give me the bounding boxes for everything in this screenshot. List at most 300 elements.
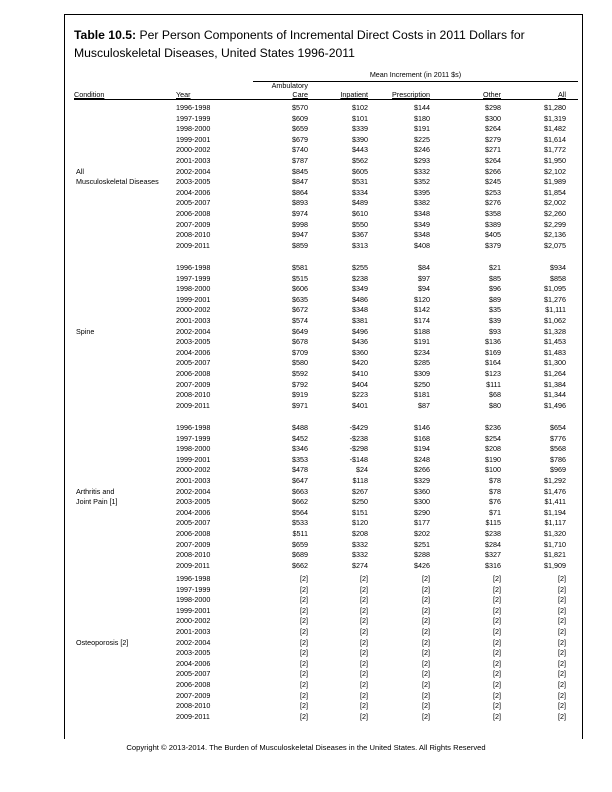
all-cell: $1,300 <box>544 358 566 368</box>
prescription-cell: $146 <box>414 423 430 432</box>
inpatient-cell: $101 <box>352 113 368 123</box>
inpatient-cell: $151 <box>352 507 368 517</box>
prescription-cell: $177 <box>414 518 430 528</box>
prescription-cell: [2] <box>422 701 430 711</box>
other-cell: $266 <box>485 166 501 176</box>
ambulatory-care-cell: [2] <box>300 680 308 689</box>
prescription-cell: $266 <box>414 465 430 475</box>
year-cell: 1997-1999 <box>176 584 211 594</box>
ambulatory-care-cell: [2] <box>300 669 308 679</box>
prescription-cell: [2] <box>422 595 430 605</box>
header-rule <box>74 99 578 100</box>
prescription-cell: $395 <box>414 187 430 197</box>
all-cell: $2,102 <box>544 166 566 176</box>
inpatient-cell: $562 <box>352 156 368 165</box>
year-cell: 2001-2003 <box>176 156 211 165</box>
prescription-cell: $349 <box>414 219 430 229</box>
prescription-cell: $352 <box>414 177 430 187</box>
table-title-text: Per Person Components of Incremental Direct Costs in 2011 Dollars for Musculoskeletal Diseases, United States 1996-2011 <box>74 28 525 60</box>
ambulatory-care-header: Ambulatory Care <box>271 81 308 99</box>
condition-label-line: Spine <box>76 326 95 336</box>
prescription-cell: $360 <box>414 486 430 496</box>
other-header: Other <box>483 90 501 99</box>
condition-label-line: Joint Pain [1] <box>76 497 118 507</box>
prescription-cell: $293 <box>414 156 430 165</box>
inpatient-cell: $496 <box>352 326 368 336</box>
table-row <box>0 691 612 702</box>
other-cell: [2] <box>493 627 501 636</box>
other-cell: $327 <box>485 550 501 560</box>
prescription-header: Prescription <box>392 90 430 99</box>
ambulatory-care-cell: $787 <box>292 156 308 165</box>
inpatient-cell: $332 <box>352 550 368 560</box>
ambulatory-care-cell: $478 <box>292 465 308 475</box>
prescription-cell: $408 <box>414 240 430 250</box>
condition-label-line: Musculoskeletal Diseases <box>76 177 159 187</box>
other-cell: $238 <box>485 529 501 538</box>
other-cell: $169 <box>485 347 501 357</box>
all-cell: $1,989 <box>544 177 566 187</box>
prescription-cell: $288 <box>414 550 430 560</box>
inpatient-cell: $489 <box>352 198 368 208</box>
all-cell: $1,614 <box>544 134 566 144</box>
year-cell: 2002-2004 <box>176 326 211 336</box>
prescription-cell: $332 <box>414 166 430 176</box>
inpatient-cell: $238 <box>352 273 368 283</box>
other-cell: $208 <box>485 444 501 454</box>
table-row <box>0 669 612 680</box>
inpatient-cell: $443 <box>352 145 368 155</box>
other-cell: $300 <box>485 113 501 123</box>
ambulatory-care-cell: $919 <box>292 390 308 400</box>
ambulatory-care-cell: [2] <box>300 616 308 626</box>
inpatient-cell: $274 <box>352 560 368 570</box>
prescription-cell: $382 <box>414 198 430 208</box>
all-cell: [2] <box>558 690 566 700</box>
table-row <box>0 423 612 434</box>
table-row <box>0 316 612 327</box>
inpatient-cell: $332 <box>352 539 368 549</box>
ambulatory-care-cell: [2] <box>300 584 308 594</box>
prescription-cell: $246 <box>414 145 430 155</box>
year-cell: 2008-2010 <box>176 230 211 240</box>
other-cell: $78 <box>489 476 501 485</box>
inpatient-cell: $531 <box>352 177 368 187</box>
ambulatory-care-cell: $662 <box>292 560 308 570</box>
inpatient-cell: [2] <box>360 711 368 721</box>
ambulatory-care-cell: $346 <box>292 444 308 454</box>
all-cell: $1,264 <box>544 369 566 378</box>
table-row <box>0 508 612 519</box>
inpatient-cell: $208 <box>352 529 368 538</box>
prescription-cell: $180 <box>414 113 430 123</box>
all-cell: $1,476 <box>544 486 566 496</box>
other-cell: [2] <box>493 584 501 594</box>
prescription-cell: $188 <box>414 326 430 336</box>
year-cell: 2002-2004 <box>176 166 211 176</box>
table-row <box>0 540 612 551</box>
year-cell: 2008-2010 <box>176 390 211 400</box>
inpatient-cell: [2] <box>360 690 368 700</box>
ambulatory-care-cell: $452 <box>292 433 308 443</box>
inpatient-cell: $102 <box>352 103 368 112</box>
prescription-cell: $191 <box>414 337 430 347</box>
prescription-cell: $168 <box>414 433 430 443</box>
year-cell: 1997-1999 <box>176 113 211 123</box>
year-cell: 2007-2009 <box>176 379 211 389</box>
inpatient-header: Inpatient <box>340 90 368 99</box>
ambulatory-care-cell: $679 <box>292 134 308 144</box>
inpatient-cell: $404 <box>352 379 368 389</box>
other-cell: $85 <box>489 273 501 283</box>
year-cell: 2009-2011 <box>176 560 210 570</box>
table-row <box>0 529 612 540</box>
condition-label-line: All <box>76 166 84 176</box>
table-row <box>0 348 612 359</box>
ambulatory-care-cell: $647 <box>292 476 308 485</box>
inpatient-cell: $436 <box>352 337 368 347</box>
other-cell: $39 <box>489 316 501 325</box>
other-cell: $78 <box>489 486 501 496</box>
other-cell: [2] <box>493 574 501 583</box>
table-row <box>0 627 612 638</box>
year-cell: 1998-2000 <box>176 284 211 294</box>
condition-label-line: Osteoporosis [2] <box>76 637 129 647</box>
table-row <box>0 550 612 561</box>
year-cell: 2004-2006 <box>176 187 211 197</box>
table-title <box>74 26 574 62</box>
other-cell: [2] <box>493 595 501 605</box>
ambulatory-care-cell: $998 <box>292 219 308 229</box>
table-row <box>0 305 612 316</box>
year-cell: 2005-2007 <box>176 358 211 368</box>
table-row <box>0 230 612 241</box>
table-row <box>0 369 612 380</box>
ambulatory-care-cell: $581 <box>292 263 308 272</box>
table-number: Table 10.5: <box>74 28 137 42</box>
year-cell: 1997-1999 <box>176 273 211 283</box>
inpatient-cell: -$429 <box>349 423 368 432</box>
prescription-cell: $174 <box>414 316 430 325</box>
prescription-cell: [2] <box>422 574 430 583</box>
ambulatory-care-cell: $845 <box>292 166 308 176</box>
table-row <box>0 156 612 167</box>
year-cell: 2005-2007 <box>176 198 211 208</box>
ambulatory-care-cell: $606 <box>292 284 308 294</box>
prescription-cell: $329 <box>414 476 430 485</box>
all-cell: [2] <box>558 648 566 658</box>
prescription-cell: $94 <box>418 284 430 294</box>
prescription-cell: $251 <box>414 539 430 549</box>
table-row <box>0 701 612 712</box>
prescription-cell: [2] <box>422 680 430 689</box>
year-cell: 2002-2004 <box>176 637 211 647</box>
inpatient-cell: $390 <box>352 134 368 144</box>
all-cell: $858 <box>550 273 566 283</box>
year-cell: 2006-2008 <box>176 209 211 218</box>
inpatient-cell: [2] <box>360 669 368 679</box>
inpatient-cell: -$298 <box>349 444 368 454</box>
all-cell: $1,117 <box>544 518 566 528</box>
year-cell: 1998-2000 <box>176 444 211 454</box>
year-cell: 2005-2007 <box>176 518 211 528</box>
other-cell: [2] <box>493 637 501 647</box>
year-cell: 2004-2006 <box>176 507 211 517</box>
other-cell: $245 <box>485 177 501 187</box>
all-cell: [2] <box>558 711 566 721</box>
all-cell: $1,320 <box>544 529 566 538</box>
inpatient-cell: [2] <box>360 648 368 658</box>
prescription-cell: [2] <box>422 584 430 594</box>
prescription-cell: $120 <box>414 294 430 304</box>
inpatient-cell: $610 <box>352 209 368 218</box>
ambulatory-care-cell: $635 <box>292 294 308 304</box>
other-cell: [2] <box>493 658 501 668</box>
all-cell: $1,411 <box>544 497 566 507</box>
inpatient-cell: [2] <box>360 595 368 605</box>
table-row <box>0 561 612 572</box>
prescription-cell: [2] <box>422 605 430 615</box>
all-cell: $654 <box>550 423 566 432</box>
inpatient-cell: $605 <box>352 166 368 176</box>
condition-label <box>76 167 186 188</box>
other-cell: $276 <box>485 198 501 208</box>
ambulatory-care-cell: [2] <box>300 627 308 636</box>
year-cell: 1996-1998 <box>176 263 211 272</box>
inpatient-cell: $255 <box>352 263 368 272</box>
ambulatory-care-cell: $792 <box>292 379 308 389</box>
other-cell: $279 <box>485 134 501 144</box>
inpatient-cell: $420 <box>352 358 368 368</box>
all-cell: $1,384 <box>544 379 566 389</box>
prescription-cell: [2] <box>422 711 430 721</box>
all-cell: [2] <box>558 658 566 668</box>
table-row <box>0 114 612 125</box>
table-row <box>0 434 612 445</box>
prescription-cell: [2] <box>422 669 430 679</box>
ambulatory-care-cell: $488 <box>292 423 308 432</box>
ambulatory-care-cell: $564 <box>292 507 308 517</box>
inpatient-cell: [2] <box>360 574 368 583</box>
other-cell: $389 <box>485 219 501 229</box>
prescription-cell: $248 <box>414 454 430 464</box>
year-cell: 2002-2004 <box>176 486 211 496</box>
inpatient-cell: [2] <box>360 627 368 636</box>
inpatient-cell: $24 <box>356 465 368 475</box>
prescription-cell: $202 <box>414 529 430 538</box>
other-cell: [2] <box>493 669 501 679</box>
other-cell: $298 <box>485 103 501 112</box>
other-cell: $358 <box>485 209 501 218</box>
table-row <box>0 616 612 627</box>
ambulatory-care-cell: $974 <box>292 209 308 218</box>
other-cell: $35 <box>489 305 501 315</box>
inpatient-cell: [2] <box>360 680 368 689</box>
inpatient-cell: $339 <box>352 124 368 134</box>
all-cell: $2,075 <box>544 240 566 250</box>
year-cell: 2003-2005 <box>176 648 211 658</box>
other-cell: $123 <box>485 369 501 378</box>
ambulatory-care-cell: $689 <box>292 550 308 560</box>
year-cell: 2000-2002 <box>176 305 211 315</box>
all-cell: $1,194 <box>544 507 566 517</box>
all-cell: $786 <box>550 454 566 464</box>
other-cell: [2] <box>493 680 501 689</box>
table-row <box>0 465 612 476</box>
ambulatory-care-cell: $659 <box>292 124 308 134</box>
prescription-cell: $250 <box>414 379 430 389</box>
all-cell: $1,280 <box>544 103 566 112</box>
other-cell: [2] <box>493 701 501 711</box>
other-cell: [2] <box>493 616 501 626</box>
ambulatory-care-cell: $570 <box>292 103 308 112</box>
inpatient-cell: $367 <box>352 230 368 240</box>
inpatient-cell: $348 <box>352 305 368 315</box>
year-cell: 2007-2009 <box>176 690 211 700</box>
inpatient-cell: [2] <box>360 701 368 711</box>
all-cell: $934 <box>550 263 566 272</box>
ambulatory-care-cell: $659 <box>292 539 308 549</box>
table-row <box>0 401 612 412</box>
inpatient-cell: $250 <box>352 497 368 507</box>
inpatient-cell: $118 <box>352 476 368 485</box>
inpatient-cell: $120 <box>352 518 368 528</box>
ambulatory-care-cell: [2] <box>300 637 308 647</box>
all-cell: $1,821 <box>544 550 566 560</box>
all-cell: $2,260 <box>544 209 566 218</box>
year-cell: 2003-2005 <box>176 337 211 347</box>
ambulatory-care-cell: $947 <box>292 230 308 240</box>
all-cell: $969 <box>550 465 566 475</box>
table-row <box>0 274 612 285</box>
ambulatory-care-cell: $672 <box>292 305 308 315</box>
prescription-cell: $225 <box>414 134 430 144</box>
table-row <box>0 444 612 455</box>
all-cell: [2] <box>558 669 566 679</box>
copyright-footer: Copyright © 2013-2014. The Burden of Musculoskeletal Diseases in the United States. All Rights Reserved <box>126 743 486 752</box>
other-cell: $316 <box>485 560 501 570</box>
all-cell: $1,950 <box>544 156 566 165</box>
ambulatory-care-cell: $709 <box>292 347 308 357</box>
condition-header: Condition <box>74 90 105 99</box>
condition-label <box>76 327 186 338</box>
ambulatory-care-cell: [2] <box>300 574 308 583</box>
inpatient-cell: $223 <box>352 390 368 400</box>
all-cell: $1,062 <box>544 316 566 325</box>
other-cell: [2] <box>493 605 501 615</box>
all-cell: $1,276 <box>544 294 566 304</box>
inpatient-cell: [2] <box>360 616 368 626</box>
year-cell: 1996-1998 <box>176 423 211 432</box>
inpatient-cell: $334 <box>352 187 368 197</box>
prescription-cell: $290 <box>414 507 430 517</box>
year-cell: 1998-2000 <box>176 124 211 134</box>
inpatient-cell: $267 <box>352 486 368 496</box>
year-cell: 1996-1998 <box>176 574 211 583</box>
table-row <box>0 220 612 231</box>
inpatient-cell: $401 <box>352 400 368 410</box>
other-cell: $80 <box>489 400 501 410</box>
other-cell: $405 <box>485 230 501 240</box>
year-cell: 1996-1998 <box>176 103 211 112</box>
condition-label <box>76 638 186 649</box>
inpatient-cell: $486 <box>352 294 368 304</box>
other-cell: $89 <box>489 294 501 304</box>
other-cell: $115 <box>485 518 501 528</box>
year-cell: 1997-1999 <box>176 433 211 443</box>
other-cell: [2] <box>493 648 501 658</box>
table-row <box>0 198 612 209</box>
other-cell: $164 <box>485 358 501 368</box>
year-cell: 2009-2011 <box>176 711 210 721</box>
other-cell: $271 <box>485 145 501 155</box>
all-cell: $1,095 <box>544 284 566 294</box>
ambulatory-care-cell: $663 <box>292 486 308 496</box>
table-row <box>0 135 612 146</box>
year-cell: 2000-2002 <box>176 465 211 475</box>
other-cell: [2] <box>493 690 501 700</box>
ambulatory-care-cell: $580 <box>292 358 308 368</box>
condition-label-line: Arthritis and <box>76 486 115 496</box>
all-cell: $1,710 <box>544 539 566 549</box>
ambulatory-care-cell: [2] <box>300 690 308 700</box>
other-cell: [2] <box>493 711 501 721</box>
ambulatory-care-cell: [2] <box>300 605 308 615</box>
prescription-cell: $142 <box>414 305 430 315</box>
prescription-cell: $97 <box>418 273 430 283</box>
year-cell: 2006-2008 <box>176 529 211 538</box>
all-cell: [2] <box>558 627 566 636</box>
prescription-cell: $234 <box>414 347 430 357</box>
all-cell: $1,344 <box>544 390 566 400</box>
year-cell: 2000-2002 <box>176 145 211 155</box>
year-cell: 2007-2009 <box>176 539 211 549</box>
table-row <box>0 390 612 401</box>
prescription-cell: [2] <box>422 637 430 647</box>
table-row <box>0 124 612 135</box>
inpatient-cell: -$148 <box>349 454 368 464</box>
prescription-cell: [2] <box>422 648 430 658</box>
prescription-cell: $194 <box>414 444 430 454</box>
other-cell: $253 <box>485 187 501 197</box>
prescription-cell: [2] <box>422 627 430 636</box>
year-cell: 2007-2009 <box>176 219 211 229</box>
prescription-cell: $181 <box>414 390 430 400</box>
table-row <box>0 659 612 670</box>
all-cell: [2] <box>558 701 566 711</box>
ambulatory-care-cell: $893 <box>292 198 308 208</box>
other-cell: $96 <box>489 284 501 294</box>
table-row <box>0 295 612 306</box>
table-row <box>0 263 612 274</box>
ambulatory-care-cell: $859 <box>292 240 308 250</box>
prescription-cell: $348 <box>414 209 430 218</box>
ambulatory-care-cell: [2] <box>300 701 308 711</box>
inpatient-cell: $410 <box>352 369 368 378</box>
all-cell: [2] <box>558 680 566 689</box>
year-cell: 1999-2001 <box>176 454 211 464</box>
year-cell: 2006-2008 <box>176 680 211 689</box>
inpatient-cell: $349 <box>352 284 368 294</box>
table-row <box>0 648 612 659</box>
all-cell: $568 <box>550 444 566 454</box>
table-row <box>0 476 612 487</box>
table-row <box>0 595 612 606</box>
all-cell: $1,292 <box>544 476 566 485</box>
all-cell: $1,482 <box>544 124 566 134</box>
mean-increment-header: Mean Increment (in 2011 $s) <box>253 70 578 82</box>
prescription-cell: $309 <box>414 369 430 378</box>
